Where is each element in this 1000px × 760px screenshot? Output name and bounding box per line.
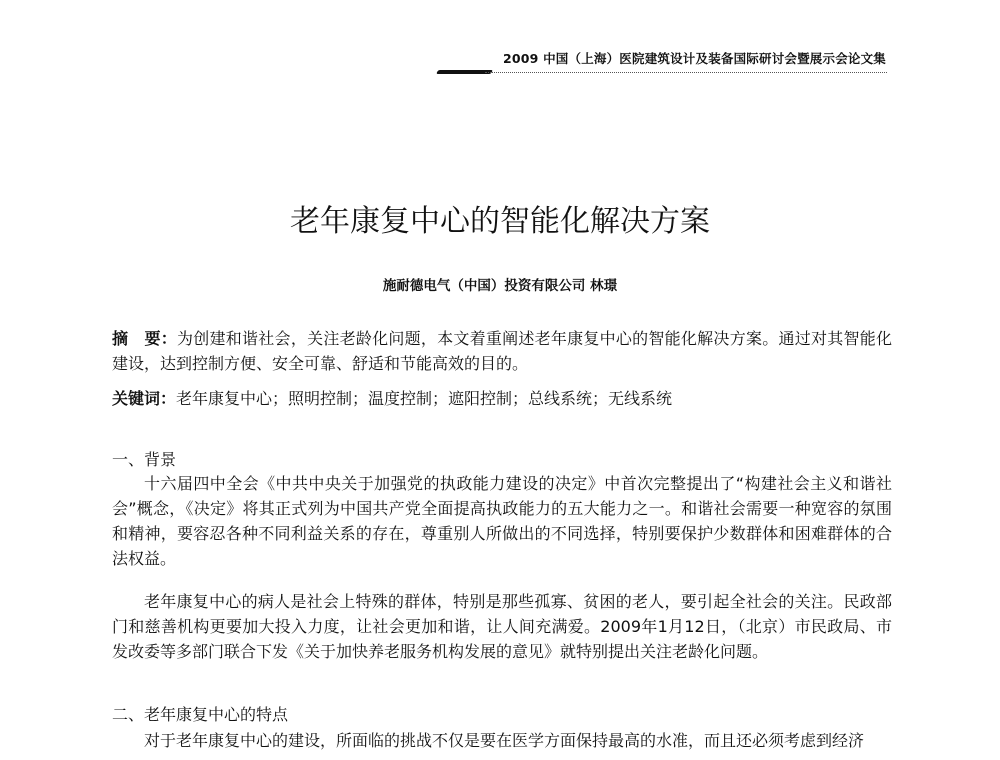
abstract-label: 摘 要： <box>112 329 178 348</box>
keywords-text: 老年康复中心；照明控制；温度控制；遮阳控制；总线系统；无线系统 <box>176 389 673 408</box>
abstract <box>112 326 892 376</box>
section-heading-background: 一、背景 <box>112 450 177 469</box>
running-header: 2009 中国（上海）医院建筑设计及装备国际研讨会暨展示会论文集 <box>502 51 886 66</box>
paragraph-features-1: 对于老年康复中心的建设，所面临的挑战不仅是要在医学方面保持最高的水准，而且还必须考虑到经济 <box>144 731 865 750</box>
abstract-text: 为创建和谐社会，关注老龄化问题，本文着重阐述老年康复中心的智能化解决方案。通过对其智能化建设，达到控制方便、安全可靠、舒适和节能高效的目的。 <box>112 329 892 373</box>
keywords-label: 关键词： <box>112 389 177 408</box>
keywords <box>112 386 892 411</box>
paper-title: 老年康复中心的智能化解决方案 <box>290 204 710 239</box>
paragraph-background-1: 十六届四中全会《中共中央关于加强党的执政能力建设的决定》中首次完整提出了“构建社会主义和谐社会”概念，《决定》将其正式列为中国共产党全面提高执政能力的五大能力之一。和谐社会需要一种宽容的氛围和精神，要容忍各种不同利益关系的存在，尊重别人所做出的不同选择，特别要保护少数群体和困难群体的合法权益。 <box>112 474 892 568</box>
paragraph-background-2: 老年康复中心的病人是社会上特殊的群体，特别是那些孤寡、贫困的老人，要引起全社会的关注。民政部门和慈善机构更要加大投入力度，让社会更加和谐，让人间充满爱。2009年1月12日，（北京）市民政局、市发改委等多部门联合下发《关于加快养老服务机构发展的意见》就特别提出关注老龄化问题。 <box>112 592 892 661</box>
header-rule <box>437 69 887 77</box>
section-heading-features: 二、老年康复中心的特点 <box>112 705 289 724</box>
author-line: 施耐德电气（中国）投资有限公司 林璟 <box>382 278 618 294</box>
header-rule-dotted <box>485 72 887 73</box>
